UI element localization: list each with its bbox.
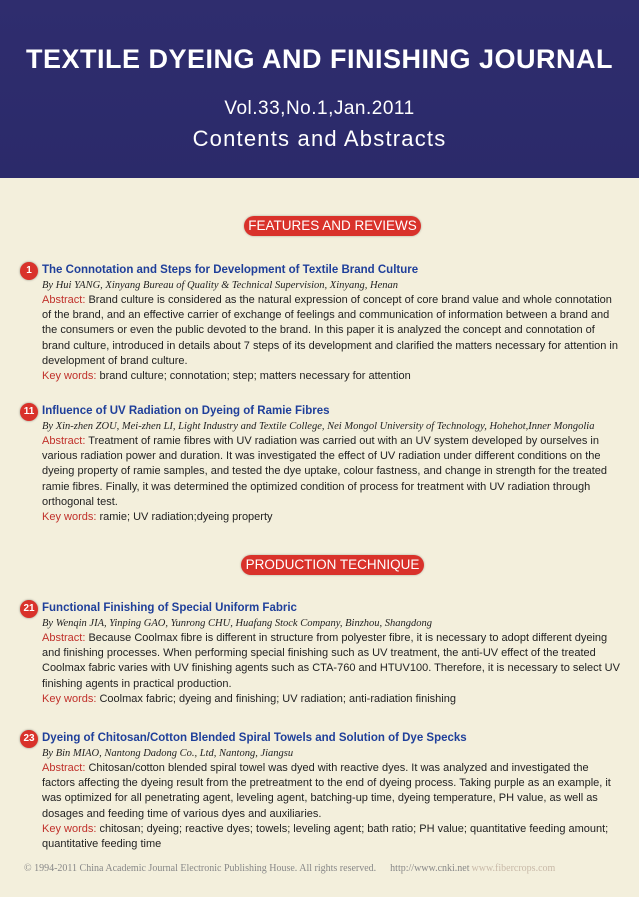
article-3 bbox=[24, 600, 624, 707]
cnki-link[interactable]: http://www.cnki.net bbox=[390, 863, 470, 874]
article-byline: By Hui YANG, Xinyang Bureau of Quality & Technical Supervision, Xinyang, Henan bbox=[42, 280, 399, 291]
article-abstract bbox=[42, 631, 624, 692]
article-keywords bbox=[42, 510, 624, 525]
journal-title: TEXTILE DYEING AND FINISHING JOURNAL bbox=[25, 44, 614, 74]
keywords-label: Key words: bbox=[42, 370, 97, 383]
watermark-text: www.fibercrops.com bbox=[471, 863, 556, 874]
article-title[interactable]: Dyeing of Chitosan/Cotton Blended Spiral Towels and Solution of Dye Specks bbox=[42, 732, 467, 744]
article-abstract bbox=[42, 761, 624, 822]
article-keywords bbox=[42, 369, 624, 384]
abstract-text: Treatment of ramie fibres with UV radiation was carried out with an UV system developed by ourselves in various radiation power and duration. It was investigated the effect of UV radiation under different conditions on the dyeing property of ramie samples, and tested the dye uptake, colour fastness, and change in strength for the treated ramie fibres. Finally, it was determined the optimized condition of process for treatment with UV radiation through orthogonal test. bbox=[42, 435, 608, 508]
keywords-label: Key words: bbox=[42, 511, 97, 524]
article-abstract bbox=[42, 293, 624, 369]
keywords-text: Coolmax fabric; dyeing and finishing; UV radiation; anti-radiation finishing bbox=[99, 692, 456, 705]
article-byline: By Wenqin JIA, Yinping GAO, Yunrong CHU, Huafang Stock Company, Binzhou, Shangdong bbox=[42, 618, 433, 629]
page-subtitle: Contents and Abstracts bbox=[192, 126, 447, 151]
page-badge: 11 bbox=[20, 403, 38, 421]
page-badge: 21 bbox=[20, 600, 38, 618]
keywords-text: ramie; UV radiation;dyeing property bbox=[99, 511, 273, 524]
keywords-text: brand culture; connotation; step; matters necessary for attention bbox=[99, 370, 411, 383]
article-title[interactable]: Influence of UV Radiation on Dyeing of Ramie Fibres bbox=[42, 405, 330, 417]
abstract-label: Abstract: bbox=[42, 762, 86, 774]
page-badge: 1 bbox=[20, 262, 38, 280]
page-badge: 23 bbox=[20, 730, 38, 748]
abstract-label: Abstract: bbox=[42, 435, 86, 447]
abstract-text: Brand culture is considered as the natural expression of concept of core brand value and whole connotation of the brand, and an effective carrier of exchange of feelings and communication of information between a brand and the consumers or even the public devoted to the brand. In this paper it is analyzed the concept and connotation of brand culture, introduced in details about 7 steps of its development and clarified the matters necessary for attention in development of brand culture. bbox=[42, 294, 618, 367]
abstract-text: Chitosan/cotton blended spiral towel was dyed with reactive dyes. It was analyzed and investigated the factors affecting the dyeing result from the pretreatment to the end of dyeing process. Taking purple as an example, it was optimized for all penetrating agent, leveling agent, batching-up time, dyeing temperature, PH value, as well as dosages and feeding time of various dyes and auxiliaries. bbox=[42, 762, 611, 820]
abstract-label: Abstract: bbox=[42, 632, 86, 644]
article-title[interactable]: Functional Finishing of Special Uniform Fabric bbox=[42, 602, 297, 614]
abstract-text: Because Coolmax fibre is different in structure from polyester fibre, it is necessary to adopt different dyeing and finishing processes. When performing special finishing such as UV treatment, the anti-UV effect of the treated Coolmax fabric varies with UV finishing agents such as CTA-760 and HTUV100. Therefore, it is necessary to select UV finishing agents in practical production. bbox=[42, 632, 620, 690]
keywords-label: Key words: bbox=[42, 692, 97, 705]
abstract-label: Abstract: bbox=[42, 294, 86, 306]
article-byline: By Bin MIAO, Nantong Dadong Co., Ltd, Nantong, Jiangsu bbox=[42, 748, 294, 759]
article-keywords bbox=[42, 822, 624, 852]
article-byline: By Xin-zhen ZOU, Mei-zhen LI, Light Industry and Textile College, Nei Mongol University of Technology, Hohehot,Inner Mongolia bbox=[42, 421, 595, 432]
copyright-text: © 1994-2011 China Academic Journal Electronic Publishing House. All rights reserved. bbox=[24, 863, 377, 874]
article-abstract bbox=[42, 434, 624, 510]
article-title[interactable]: The Connotation and Steps for Development of Textile Brand Culture bbox=[42, 264, 419, 276]
keywords-text: chitosan; dyeing; reactive dyes; towels; leveling agent; bath ratio; PH value; quantitative feeding amount; quantitative feeding time bbox=[42, 822, 609, 851]
journal-header bbox=[0, 0, 639, 178]
article-4 bbox=[24, 730, 624, 852]
keywords-label: Key words: bbox=[42, 822, 97, 835]
article-1 bbox=[24, 262, 624, 384]
volume-info: Vol.33,No.1,Jan.2011 bbox=[224, 98, 415, 119]
section-features-reviews: FEATURES AND REVIEWS bbox=[244, 216, 421, 236]
article-keywords bbox=[42, 692, 624, 707]
page-footer bbox=[24, 863, 634, 874]
section-production-technique: PRODUCTION TECHNIQUE bbox=[241, 555, 424, 575]
article-2 bbox=[24, 403, 624, 525]
